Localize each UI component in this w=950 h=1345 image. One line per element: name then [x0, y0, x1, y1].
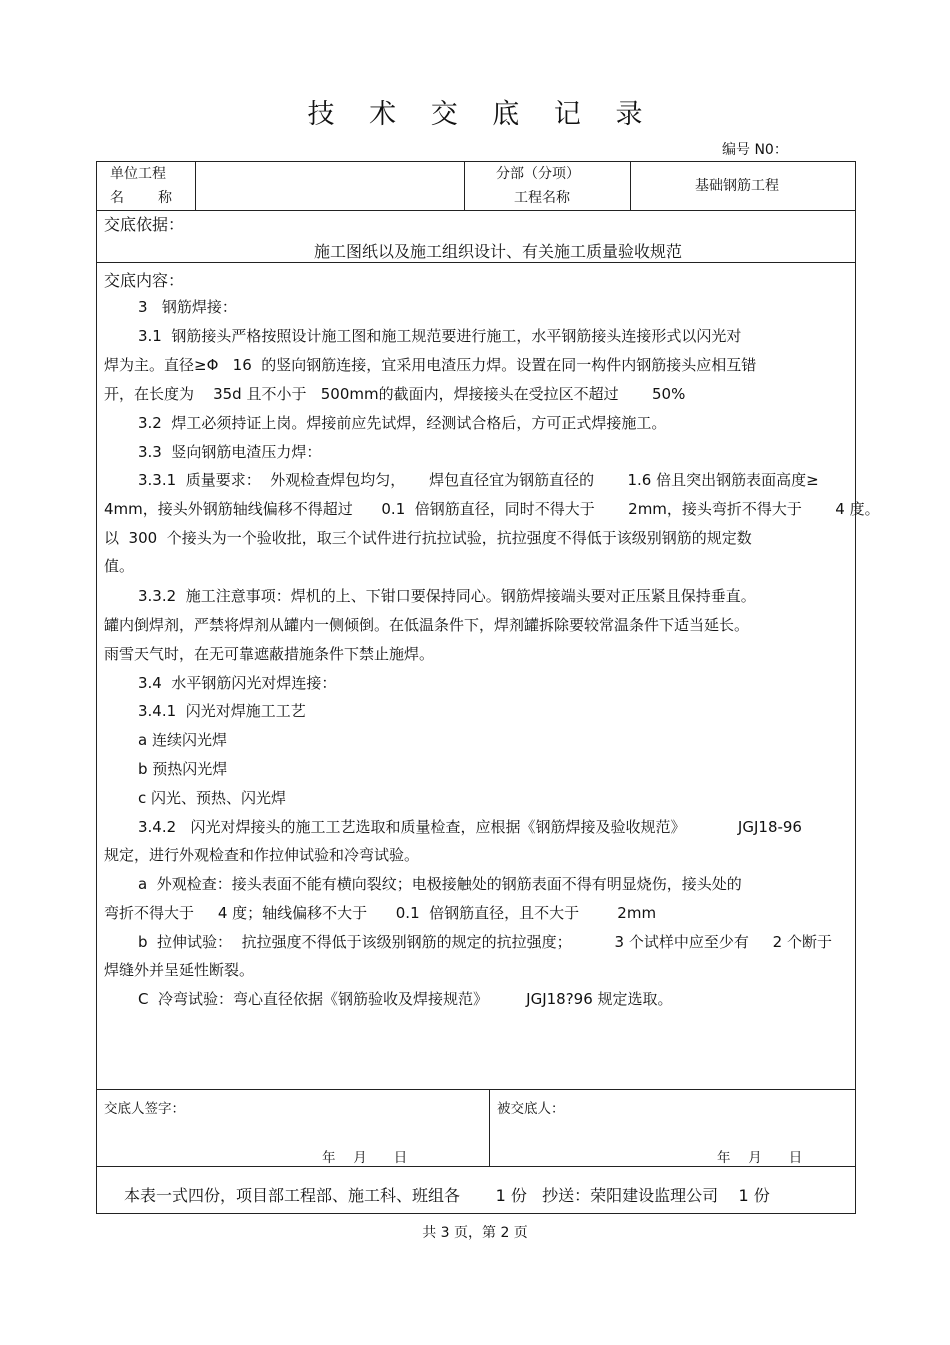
giver-date: 年 月 日 [322, 1150, 408, 1166]
content-line: 规定，进行外观检查和作拉伸试验和冷弯试验。 [104, 846, 420, 864]
content-line: 雨雪天气时，在无可靠遮蔽措施条件下禁止施焊。 [104, 645, 435, 663]
page-number: 共 3 页，第 2 页 [422, 1225, 528, 1241]
unit-name-label: 名 称 [110, 190, 174, 206]
sub-project-label: 分部（分项） [496, 166, 580, 182]
sub-project-name-label: 工程名称 [514, 190, 570, 206]
content-line: 3.4 水平钢筋闪光对焊连接： [138, 674, 337, 692]
content-line: 值。 [104, 557, 135, 575]
col-divider [630, 161, 631, 210]
content-line: b 预热闪光焊 [138, 760, 228, 778]
content-line: a 连续闪光焊 [138, 731, 227, 749]
content-line: 3 钢筋焊接： [138, 298, 237, 316]
content-line: 4mm，接头外钢筋轴线偏移不得超过 0.1 倍钢筋直径，同时不得大于 2mm，接头弯折不得大于 4 度。 [104, 500, 880, 518]
content-line: 3.3 竖向钢筋电渣压力焊： [138, 443, 322, 461]
giver-signature-label: 交底人签字： [104, 1101, 185, 1117]
content-line: c 闪光、预热、闪光焊 [138, 789, 287, 807]
content-line: 3.1 钢筋接头严格按照设计施工图和施工规范要进行施工，水平钢筋接头连接形式以闪光对 [138, 327, 742, 345]
distribution-note: 本表一式四份，项目部工程部、施工科、班组各 1 份 抄送：荣阳建设监理公司 1 份 [124, 1186, 770, 1205]
content-line: b 拉伸试验： 抗拉强度不得低于该级别钢筋的规定的抗拉强度； 3 个试样中应至少有 2 个断于 [138, 933, 832, 951]
title-char: 术 [369, 99, 397, 130]
content-line: 开，在长度为 35d 且不小于 500mm的截面内，焊接接头在受拉区不超过 50% [104, 385, 686, 403]
row-divider [96, 1166, 856, 1167]
title-char: 录 [615, 99, 643, 130]
title-char: 底 [492, 99, 520, 130]
document-title [0, 92, 950, 131]
content-line: a 外观检查：接头表面不能有横向裂纹；电极接触处的钢筋表面不得有明显烧伤，接头处的 [138, 875, 742, 893]
content-line: 焊为主。直径≥Φ 16 的竖向钢筋连接，宜采用电渣压力焊。设置在同一构件内钢筋接头应相互错 [104, 356, 757, 374]
content-line: 3.4.1 闪光对焊施工工艺 [138, 702, 306, 720]
title-char: 交 [430, 99, 458, 130]
serial-number: 编号 N0： [722, 142, 788, 158]
receiver-label: 被交底人： [497, 1101, 565, 1117]
col-divider [489, 1089, 490, 1166]
sub-project-value: 基础钢筋工程 [695, 178, 779, 194]
basis-label: 交底依据： [104, 215, 185, 234]
row-divider [96, 1089, 856, 1090]
row-divider [96, 262, 856, 263]
content-line: 弯折不得大于 4 度；轴线偏移不大于 0.1 倍钢筋直径，且不大于 2mm [104, 904, 657, 922]
content-line: 3.2 焊工必须持证上岗。焊接前应先试焊，经测试合格后，方可正式焊接施工。 [138, 414, 667, 432]
content-line: 3.3.1 质量要求： 外观检查焊包均匀， 焊包直径宜为钢筋直径的 1.6 倍且突出钢筋表面高度≥ [138, 471, 819, 489]
content-line: 3.3.2 施工注意事项：焊机的上、下钳口要保持同心。钢筋焊接端头要对正压紧且保持垂直。 [138, 587, 756, 605]
content-line: 以 300 个接头为一个验收批，取三个试件进行抗拉试验，抗拉强度不得低于该级别钢筋的规定数 [104, 529, 752, 547]
content-line: 焊缝外并呈延性断裂。 [104, 961, 255, 979]
basis-text: 施工图纸以及施工组织设计、有关施工质量验收规范 [314, 242, 683, 261]
content-line: C 冷弯试验：弯心直径依据《钢筋验收及焊接规范》 JGJ18?96 规定选取。 [138, 990, 673, 1008]
receiver-date: 年 月 日 [717, 1150, 803, 1166]
title-char: 记 [553, 99, 581, 130]
row-divider [96, 210, 856, 211]
content-label: 交底内容： [104, 271, 185, 290]
col-divider [195, 161, 196, 210]
content-line: 罐内倒焊剂，严禁将焊剂从罐内一侧倾倒。在低温条件下，焊剂罐拆除要较常温条件下适当延长。 [104, 616, 750, 634]
col-divider [464, 161, 465, 210]
title-char: 技 [307, 99, 335, 130]
content-line: 3.4.2 闪光对焊接头的施工工艺选取和质量检查，应根据《钢筋焊接及验收规范》 JGJ18-96 [138, 818, 802, 836]
unit-project-label: 单位工程 [110, 166, 166, 182]
